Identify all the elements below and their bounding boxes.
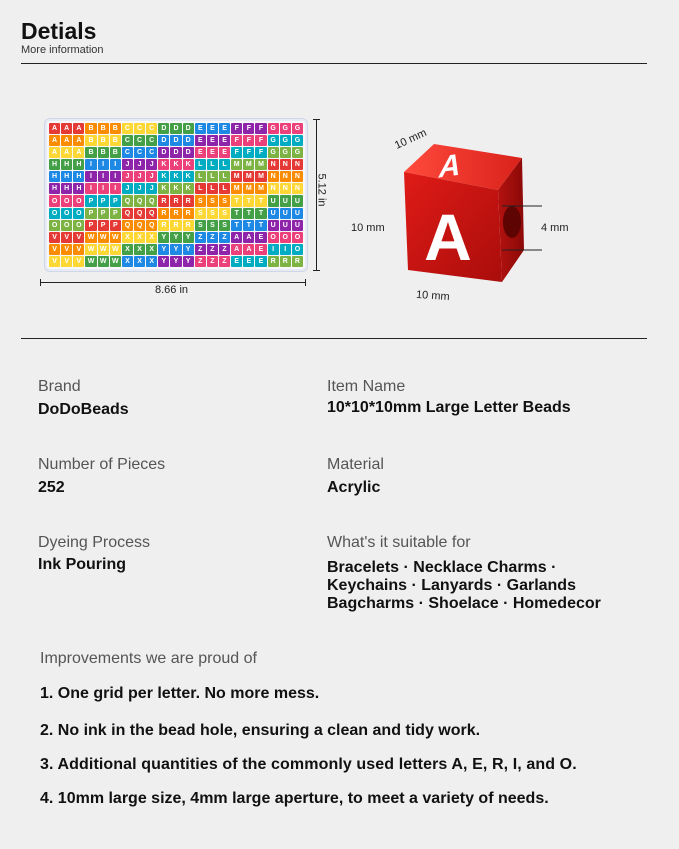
bead: P [110, 220, 121, 231]
item-name-label: Item Name [327, 378, 406, 395]
height-dimension-tick-bottom [313, 270, 320, 271]
bead: D [170, 123, 181, 134]
bead: S [207, 220, 218, 231]
bead: D [158, 123, 169, 134]
bead: H [49, 159, 60, 170]
bead: X [134, 256, 145, 267]
bead: W [98, 244, 109, 255]
improvement-item: 1. One grid per letter. No more mess. [40, 685, 320, 702]
bead: W [85, 244, 96, 255]
bead: Z [207, 232, 218, 243]
bead: J [122, 183, 133, 194]
bead: Z [219, 232, 230, 243]
bead: F [255, 123, 266, 134]
suitable-line: Keychains · Lanyards · Garlands [327, 577, 576, 594]
bead: V [73, 232, 84, 243]
bead: S [207, 195, 218, 206]
bead: A [61, 123, 72, 134]
bead: G [280, 123, 291, 134]
bead: K [183, 171, 194, 182]
bead: V [49, 244, 60, 255]
bead: B [98, 135, 109, 146]
bead: A [49, 123, 60, 134]
pieces-value: 252 [38, 479, 65, 496]
bead: B [110, 135, 121, 146]
bead: K [158, 171, 169, 182]
bead: O [292, 232, 303, 243]
bead: C [146, 147, 157, 158]
bead: X [146, 244, 157, 255]
bead: E [255, 232, 266, 243]
bead: O [73, 208, 84, 219]
bead: E [255, 256, 266, 267]
bead: M [255, 183, 266, 194]
bead: E [219, 123, 230, 134]
bead: J [146, 183, 157, 194]
bead: O [61, 195, 72, 206]
bead: S [195, 208, 206, 219]
bead: S [219, 208, 230, 219]
bead: B [85, 147, 96, 158]
bead: U [268, 220, 279, 231]
bead: L [219, 159, 230, 170]
bead: G [292, 123, 303, 134]
bead: M [243, 171, 254, 182]
bead: E [219, 135, 230, 146]
bead: Q [122, 220, 133, 231]
brand-label: Brand [38, 378, 81, 395]
bead: W [110, 256, 121, 267]
bead: G [280, 147, 291, 158]
bead: L [219, 171, 230, 182]
bead: X [134, 232, 145, 243]
bead: I [268, 244, 279, 255]
bead: K [170, 159, 181, 170]
bead: O [49, 208, 60, 219]
bead: A [61, 147, 72, 158]
page-subtitle: More information [21, 44, 104, 56]
bead: E [195, 147, 206, 158]
bead: G [280, 135, 291, 146]
bead: U [292, 195, 303, 206]
width-dimension-tick-right [305, 279, 306, 286]
bead: R [183, 208, 194, 219]
bead: S [195, 220, 206, 231]
bead: O [73, 220, 84, 231]
bead: C [134, 123, 145, 134]
bead: Z [219, 244, 230, 255]
bead: U [292, 208, 303, 219]
bead: V [73, 256, 84, 267]
bead: E [207, 147, 218, 158]
bead: Y [170, 244, 181, 255]
bead: I [85, 159, 96, 170]
bead: U [268, 195, 279, 206]
bead: O [292, 244, 303, 255]
bead: A [73, 135, 84, 146]
bead: E [195, 123, 206, 134]
bead: T [231, 208, 242, 219]
bead: O [61, 208, 72, 219]
bead: I [110, 171, 121, 182]
bead: V [73, 244, 84, 255]
bead: C [122, 135, 133, 146]
bead: A [49, 135, 60, 146]
bead: H [49, 183, 60, 194]
bead: J [146, 171, 157, 182]
cube-top-dim-label: 10 mm [393, 126, 429, 152]
bead: H [61, 171, 72, 182]
bead: R [280, 256, 291, 267]
bead: U [268, 208, 279, 219]
bead: K [170, 171, 181, 182]
bead: J [122, 159, 133, 170]
bead: G [268, 135, 279, 146]
bead: J [134, 171, 145, 182]
bead: A [73, 123, 84, 134]
page-title: Detials [21, 18, 97, 44]
pieces-label: Number of Pieces [38, 456, 166, 473]
bead: M [231, 159, 242, 170]
bead: P [98, 220, 109, 231]
bead: Q [146, 195, 157, 206]
bead: R [183, 220, 194, 231]
dyeing-label: Dyeing Process [38, 534, 151, 551]
bead: F [231, 147, 242, 158]
bead: T [255, 195, 266, 206]
bead: I [110, 183, 121, 194]
brand-value: DoDoBeads [38, 401, 129, 418]
bead: V [61, 256, 72, 267]
bead: D [183, 123, 194, 134]
bead: N [292, 183, 303, 194]
bead: I [280, 244, 291, 255]
width-dimension-line [40, 282, 306, 283]
bead: W [98, 256, 109, 267]
bead: H [49, 171, 60, 182]
bead: K [183, 159, 194, 170]
bead: L [207, 159, 218, 170]
bead: V [61, 232, 72, 243]
divider-top [21, 63, 647, 64]
improvement-item: 3. Additional quantities of the commonly used letters A, E, R, I, and O. [40, 756, 577, 773]
bead: E [195, 135, 206, 146]
bead: L [207, 171, 218, 182]
bead: F [243, 147, 254, 158]
bead: B [98, 147, 109, 158]
bead: D [158, 147, 169, 158]
bead: R [158, 195, 169, 206]
bead: W [110, 244, 121, 255]
bead: N [268, 159, 279, 170]
bead: O [280, 232, 291, 243]
bead: O [49, 220, 60, 231]
bead: F [231, 123, 242, 134]
bead: M [255, 171, 266, 182]
bead: N [280, 171, 291, 182]
bead: S [195, 195, 206, 206]
bead: R [158, 220, 169, 231]
improvements-title: Improvements we are proud of [40, 650, 257, 667]
bead: C [146, 135, 157, 146]
bead: R [183, 195, 194, 206]
bead: E [207, 123, 218, 134]
bead: A [231, 244, 242, 255]
bead: Y [170, 256, 181, 267]
bead: A [231, 232, 242, 243]
bead: N [292, 159, 303, 170]
hole-dim-label: 4 mm [541, 222, 569, 234]
bead: E [243, 256, 254, 267]
bead: Y [158, 232, 169, 243]
bead: S [219, 195, 230, 206]
bead: C [146, 123, 157, 134]
bead: Y [158, 256, 169, 267]
bead-grid [49, 123, 303, 267]
bead: E [231, 256, 242, 267]
bead: M [243, 159, 254, 170]
bead: B [98, 123, 109, 134]
bead: O [268, 232, 279, 243]
bead: Y [183, 256, 194, 267]
bead: M [243, 183, 254, 194]
bead: L [195, 159, 206, 170]
bead: D [170, 135, 181, 146]
bead: P [110, 195, 121, 206]
bead: B [110, 123, 121, 134]
bead: S [219, 220, 230, 231]
bead: Q [146, 208, 157, 219]
bead: J [146, 159, 157, 170]
bead: Y [183, 244, 194, 255]
bead: W [85, 256, 96, 267]
bead: Z [207, 244, 218, 255]
bead: Z [195, 232, 206, 243]
bead: K [183, 183, 194, 194]
bead: Z [219, 256, 230, 267]
bead-box-image [44, 118, 308, 272]
suitable-value [327, 559, 601, 613]
bead: D [170, 147, 181, 158]
bead: X [146, 256, 157, 267]
bead: I [85, 171, 96, 182]
bead: P [98, 195, 109, 206]
bead: X [134, 244, 145, 255]
bead: N [292, 171, 303, 182]
bead: A [73, 147, 84, 158]
bead: T [255, 208, 266, 219]
bead: P [85, 195, 96, 206]
improvement-item: 4. 10mm large size, 4mm large aperture, to meet a variety of needs. [40, 790, 549, 807]
bead: N [280, 183, 291, 194]
bead: Q [122, 195, 133, 206]
bead: A [243, 232, 254, 243]
bead: I [85, 183, 96, 194]
bead: X [122, 256, 133, 267]
suitable-line: Bracelets · Necklace Charms · [327, 559, 557, 576]
bead: R [170, 220, 181, 231]
bead: U [280, 208, 291, 219]
bead: Z [195, 244, 206, 255]
bead: Z [195, 256, 206, 267]
bead: J [134, 183, 145, 194]
bead: T [231, 220, 242, 231]
bead: I [98, 171, 109, 182]
cube-front-letter: A [424, 200, 472, 274]
bead: K [158, 183, 169, 194]
bead: N [268, 183, 279, 194]
bead: R [158, 208, 169, 219]
bead: U [280, 220, 291, 231]
bead: I [98, 183, 109, 194]
bead: V [49, 256, 60, 267]
bead: C [134, 147, 145, 158]
bead: V [61, 244, 72, 255]
bead: X [146, 232, 157, 243]
bead: W [98, 232, 109, 243]
bead: L [195, 183, 206, 194]
dyeing-value: Ink Pouring [38, 556, 126, 573]
cube-hole [503, 206, 521, 238]
bead: H [73, 159, 84, 170]
bead: M [255, 159, 266, 170]
bead: T [231, 195, 242, 206]
bead: L [219, 183, 230, 194]
bead: S [207, 208, 218, 219]
bead: T [243, 195, 254, 206]
bead: F [255, 135, 266, 146]
bead: I [110, 159, 121, 170]
bead: X [122, 244, 133, 255]
bead: W [110, 232, 121, 243]
bead: U [292, 220, 303, 231]
bead: O [61, 220, 72, 231]
bead: N [268, 171, 279, 182]
bead: Q [122, 208, 133, 219]
bead: Q [134, 195, 145, 206]
bead: G [268, 123, 279, 134]
bead: P [98, 208, 109, 219]
bead: E [255, 244, 266, 255]
cube-svg [352, 130, 582, 310]
bead: Y [170, 232, 181, 243]
bead: B [110, 147, 121, 158]
bead: M [231, 183, 242, 194]
bead: H [73, 183, 84, 194]
bead: L [195, 171, 206, 182]
item-name-value: 10*10*10mm Large Letter Beads [327, 399, 571, 416]
bead: F [255, 147, 266, 158]
bead: F [243, 135, 254, 146]
bead: Q [146, 220, 157, 231]
bead: E [207, 135, 218, 146]
bead: H [61, 159, 72, 170]
bead: X [122, 232, 133, 243]
bead: M [231, 171, 242, 182]
bead: K [158, 159, 169, 170]
bead: D [158, 135, 169, 146]
bead: P [85, 208, 96, 219]
bead: C [134, 135, 145, 146]
bead: E [219, 147, 230, 158]
bead: R [292, 256, 303, 267]
bead: A [49, 147, 60, 158]
bead: C [122, 123, 133, 134]
bead: R [268, 256, 279, 267]
bead: U [280, 195, 291, 206]
cube-top-letter: A [435, 146, 465, 185]
bead: N [280, 159, 291, 170]
letter-bead-image [352, 130, 582, 310]
cube-left-dim-label: 10 mm [351, 222, 385, 234]
bead: Z [207, 256, 218, 267]
improvement-item: 2. No ink in the bead hole, ensuring a clean and tidy work. [40, 722, 481, 739]
bead: Q [134, 208, 145, 219]
suitable-label: What's it suitable for [327, 534, 471, 551]
bead: B [85, 135, 96, 146]
bead: K [170, 183, 181, 194]
bead: R [170, 208, 181, 219]
bead: Y [183, 232, 194, 243]
bead: J [134, 159, 145, 170]
bead: Q [134, 220, 145, 231]
divider-middle [21, 338, 647, 339]
suitable-line: Bagcharms · Shoelace · Homedecor [327, 595, 601, 612]
bead: J [122, 171, 133, 182]
bead: L [207, 183, 218, 194]
bead: T [243, 208, 254, 219]
bead: F [231, 135, 242, 146]
bead: B [85, 123, 96, 134]
bead: V [49, 232, 60, 243]
bead: R [170, 195, 181, 206]
bead: O [73, 195, 84, 206]
bead: T [255, 220, 266, 231]
bead: O [49, 195, 60, 206]
bead: P [85, 220, 96, 231]
box-height-label: 5.12 in [315, 173, 328, 207]
bead: H [61, 183, 72, 194]
bead: W [85, 232, 96, 243]
bead: C [122, 147, 133, 158]
bead: D [183, 135, 194, 146]
bead: D [183, 147, 194, 158]
bead: G [292, 135, 303, 146]
material-value: Acrylic [327, 479, 381, 496]
bead: H [73, 171, 84, 182]
bead: Y [158, 244, 169, 255]
bead: F [243, 123, 254, 134]
bead: I [98, 159, 109, 170]
bead: A [61, 135, 72, 146]
bead: T [243, 220, 254, 231]
width-dimension-tick-left [40, 279, 41, 286]
height-dimension-tick-top [313, 119, 320, 120]
material-label: Material [327, 456, 384, 473]
bead: A [243, 244, 254, 255]
bead: G [292, 147, 303, 158]
bead: P [110, 208, 121, 219]
box-width-label: 8.66 in [155, 284, 189, 296]
cube-bottom-dim-label: 10 mm [415, 288, 451, 304]
bead: G [268, 147, 279, 158]
